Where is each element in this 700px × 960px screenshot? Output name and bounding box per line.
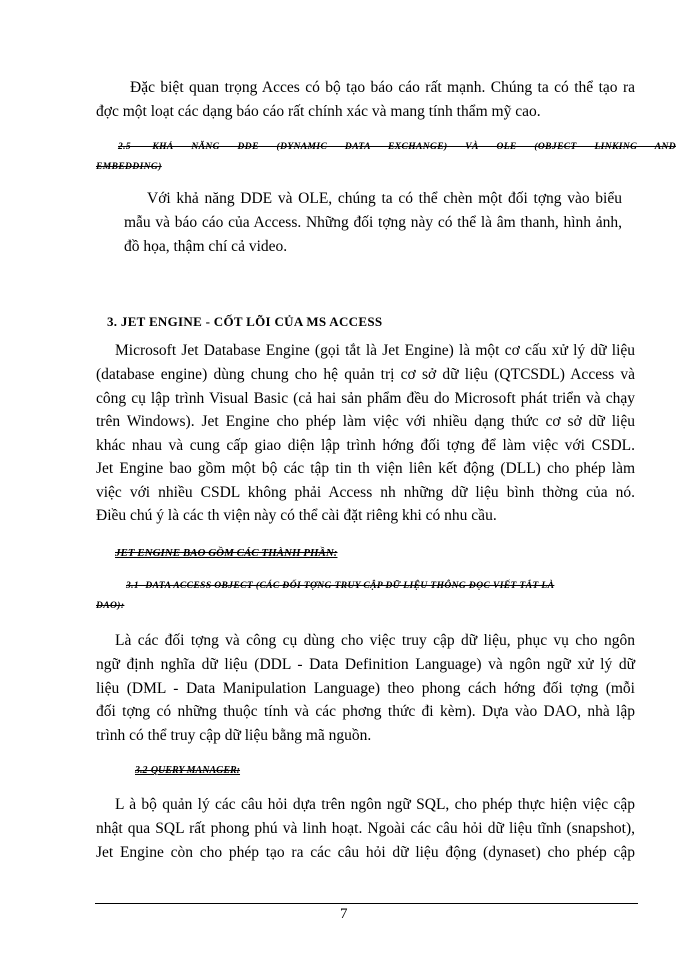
paragraph-line: Jet Engine bao gồm một bộ các tập tin th viện liên kết động (DLL) cho phép làm [96, 460, 635, 477]
dao-paragraph-cont [96, 653, 635, 747]
paragraph-line: đồ họa, thậm chí cả video. [124, 237, 288, 255]
components-heading: JET ENGINE BAO GỒM CÁC THÀNH PHẦN: [115, 547, 338, 559]
paragraph-line: Với khả năng DDE và OLE, chúng ta có thể chèn một đối tợng vào biểu [147, 190, 622, 207]
paragraph-line: công cụ lập trình Visual Basic (cả hai sản phẩm đều do Microsoft phát triển và chạy [96, 389, 635, 407]
footer-rule [95, 903, 638, 904]
paragraph-line: khác nhau và cung cấp giao diện lập trình hớng đối tợng để làm việc với CSDL. [96, 436, 635, 454]
dde-paragraph [147, 187, 622, 211]
paragraph-line: Jet Engine còn cho phép tạo ra các câu hỏi dữ liệu động (dynaset) cho phép cập [96, 843, 635, 861]
paragraph-line: đợc một loạt các dạng báo cáo rất chính xác và mang tính thẩm mỹ cao. [96, 103, 541, 120]
paragraph-line: trên Windows). Jet Engine cho phép làm việc với nhiều dạng thức cơ sở dữ liệu [96, 413, 635, 430]
heading-line: 3.1- DATA ACCESS OBJECT (CÁC ĐỐI TỢNG TRUY CẬP DỮ LIỆU THÔNG ĐỌC VIẾT TẮT LÀ [126, 581, 555, 591]
paragraph-line: việc với nhiều CSDL không phải Access nh những dữ liệu bình thờng của nó. [96, 483, 635, 501]
paragraph-line: liệu (DML - Data Manipulation Language) theo phong cách hớng đối tợng (mỗi [96, 679, 635, 697]
paragraph-line: Điều chú ý là các th viện này có thể cài đặt riêng khi có nhu cầu. [96, 507, 497, 524]
paragraph-line: ngữ định nghĩa dữ liệu (DDL - Data Definition Language) và ngôn ngữ xử lý dữ [96, 656, 635, 673]
jet-engine-paragraph-cont [96, 363, 635, 528]
jet-engine-heading: 3. JET ENGINE - CỐT LÕI CỦA MS ACCESS [107, 314, 383, 329]
query-paragraph-cont [96, 817, 635, 864]
paragraph-line: nhật qua SQL rất phong phú và linh hoạt. Ngoài các câu hỏi dữ liệu tĩnh (snapshot), [96, 820, 635, 837]
reports-paragraph-cont [96, 100, 635, 124]
page-number: 7 [340, 906, 348, 922]
paragraph-line: (database engine) dùng chung cho hệ quản trị cơ sở dữ liệu (QTCSDL) Access và [96, 366, 635, 383]
paragraph-line: mẫu và báo cáo của Access. Những đối tợng này có thể là âm thanh, hình ảnh, [124, 214, 622, 231]
heading-line: EMBEDDING) [96, 162, 162, 172]
jet-engine-paragraph [115, 339, 635, 363]
query-manager-heading: 3.2-QUERY MANAGER: [135, 765, 241, 776]
query-paragraph [115, 793, 635, 817]
dde-paragraph-cont [124, 211, 622, 258]
heading-line: DAO): [96, 601, 125, 611]
paragraph-line: L à bộ quản lý các câu hỏi dựa trên ngôn ngữ SQL, cho phép thực hiện việc cập [115, 796, 635, 813]
paragraph-line: trình có thể truy cập dữ liệu bằng mã nguồn. [96, 726, 372, 744]
dao-paragraph [115, 629, 635, 653]
reports-paragraph [130, 76, 635, 100]
dao-heading [96, 576, 636, 616]
paragraph-line: Đặc biệt quan trọng Acces có bộ tạo báo cáo rất mạnh. Chúng ta có thể tạo ra [130, 79, 635, 96]
dde-heading [96, 137, 676, 177]
paragraph-line: Là các đối tợng và công cụ dùng cho việc truy cập dữ liệu, phục vụ cho ngôn [115, 632, 635, 649]
paragraph-line: Microsoft Jet Database Engine (gọi tắt là Jet Engine) là một cơ cấu xử lý dữ liệu [115, 342, 635, 359]
heading-line: 2.5- KHẢ NĂNG DDE (DYNAMIC DATA EXCHANGE) VÀ OLE (OBJECT LINKING AND [118, 142, 676, 152]
paragraph-line: đối tợng có những thuộc tính và các phơng thức đi kèm). Dựa vào DAO, nhà lập [96, 703, 635, 720]
